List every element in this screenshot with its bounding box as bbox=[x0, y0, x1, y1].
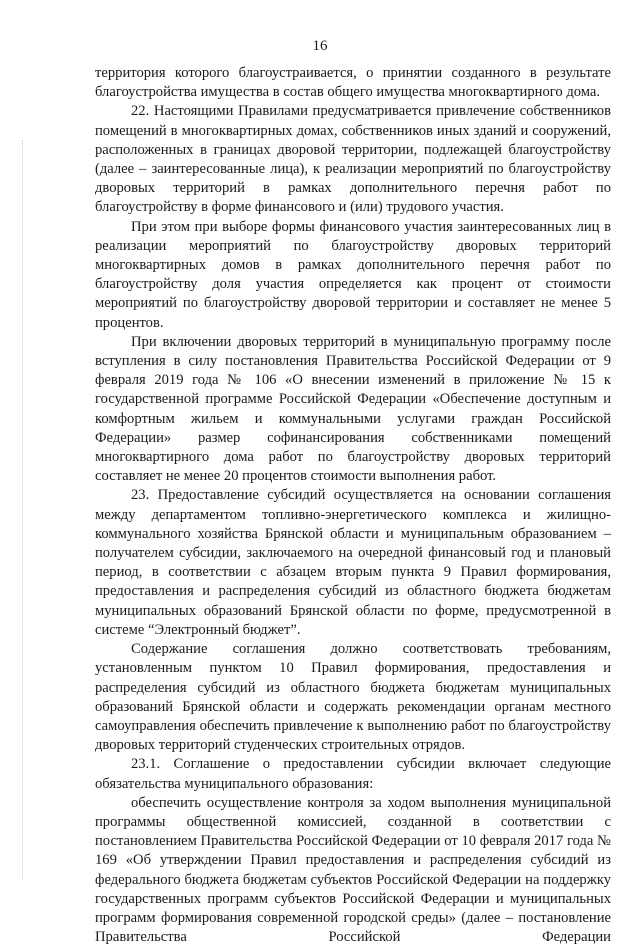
paragraph-23: 23. Предоставление субсидий осуществляется на основании соглашения между департаментом топливно-энергетического комплекса и жилищно-коммунального хозяйства Брянской области и муниципальным образованием – получателем субсидии, заключаемого на очередной финансовый год и плановый период, в соответствии с абзацем вторым пункта 9 Правил формирования, предоставления и распределения субсидий из областного бюджета бюджетам муниципальных образований Брянской области по форме, предусмотренной в системе “Электронный бюджет”. bbox=[95, 487, 611, 638]
paragraph-22: 22. Настоящими Правилами предусматривается привлечение собственников помещений в многоквартирных домах, собственников иных зданий и сооружений, расположенных в границах дворовой территории, подлежащей благоустройству (далее – заинтересованные лица), к реализации мероприятий по благоустройству дворовых территорий в рамках дополнительного перечня работ по благоустройству в форме финансового и (или) трудового участия. bbox=[95, 103, 611, 216]
paragraph-23-1: 23.1. Соглашение о предоставлении субсидии включает следующие обязательства муниципального образования: bbox=[95, 756, 611, 792]
scan-margin-dots bbox=[22, 140, 25, 880]
document-body bbox=[95, 64, 611, 947]
paragraph-agreement-content: Содержание соглашения должно соответствовать требованиям, установленным пунктом 10 Правил формирования, предоставления и распределения субсидий из областного бюджета бюджетам муниципальных образований Брянской области и содержать рекомендации органам местного самоуправления обеспечить привлечение к выполнению работ по благоустройству дворовых территорий студенческих строительных отрядов. bbox=[95, 641, 611, 754]
paragraph-cofinancing: При включении дворовых территорий в муниципальную программу после вступления в силу постановления Правительства Российской Федерации от 9 февраля 2019 года № 106 «О внесении изменений в приложение № 15 к государственной программе Российской Федерации «Обеспечение доступным и комфортным жильем и коммунальными услугами граждан Российской Федерации» размер софинансирования собственниками помещений многоквартирного дома работ по благоустройству дворовых территорий составляет не менее 20 процентов стоимости выполнения работ. bbox=[95, 333, 611, 485]
paragraph-continuation: территория которого благоустраивается, о принятии созданного в результате благоустройства имущества в состав общего имущества многоквартирного дома. bbox=[95, 65, 611, 101]
page-number: 16 bbox=[312, 38, 328, 54]
paragraph-control-obligation: обеспечить осуществление контроля за ходом выполнения муниципальной программы общественной комиссией, созданной в соответствии с постановлением Правительства Российской Федерации от 10 февраля 2017 года № 169 «Об утверждении Правил предоставления и распределения субсидий из федерального бюджета бюджетам субъектов Российской Федерации на поддержку государственных программ субъектов Российской Федерации и муниципальных программ формирования современной городской среды» (далее – постановление Правительства Российской Федерации bbox=[95, 794, 611, 946]
paragraph-financial-participation: При этом при выборе формы финансового участия заинтересованных лиц в реализации мероприятий по благоустройству дворовых территорий многоквартирных домов в рамках дополнительного перечня работ по благоустройству доля участия определяется как процент от стоимости мероприятий по благоустройству дворовой территории и составляет не менее 5 процентов. bbox=[95, 218, 611, 331]
